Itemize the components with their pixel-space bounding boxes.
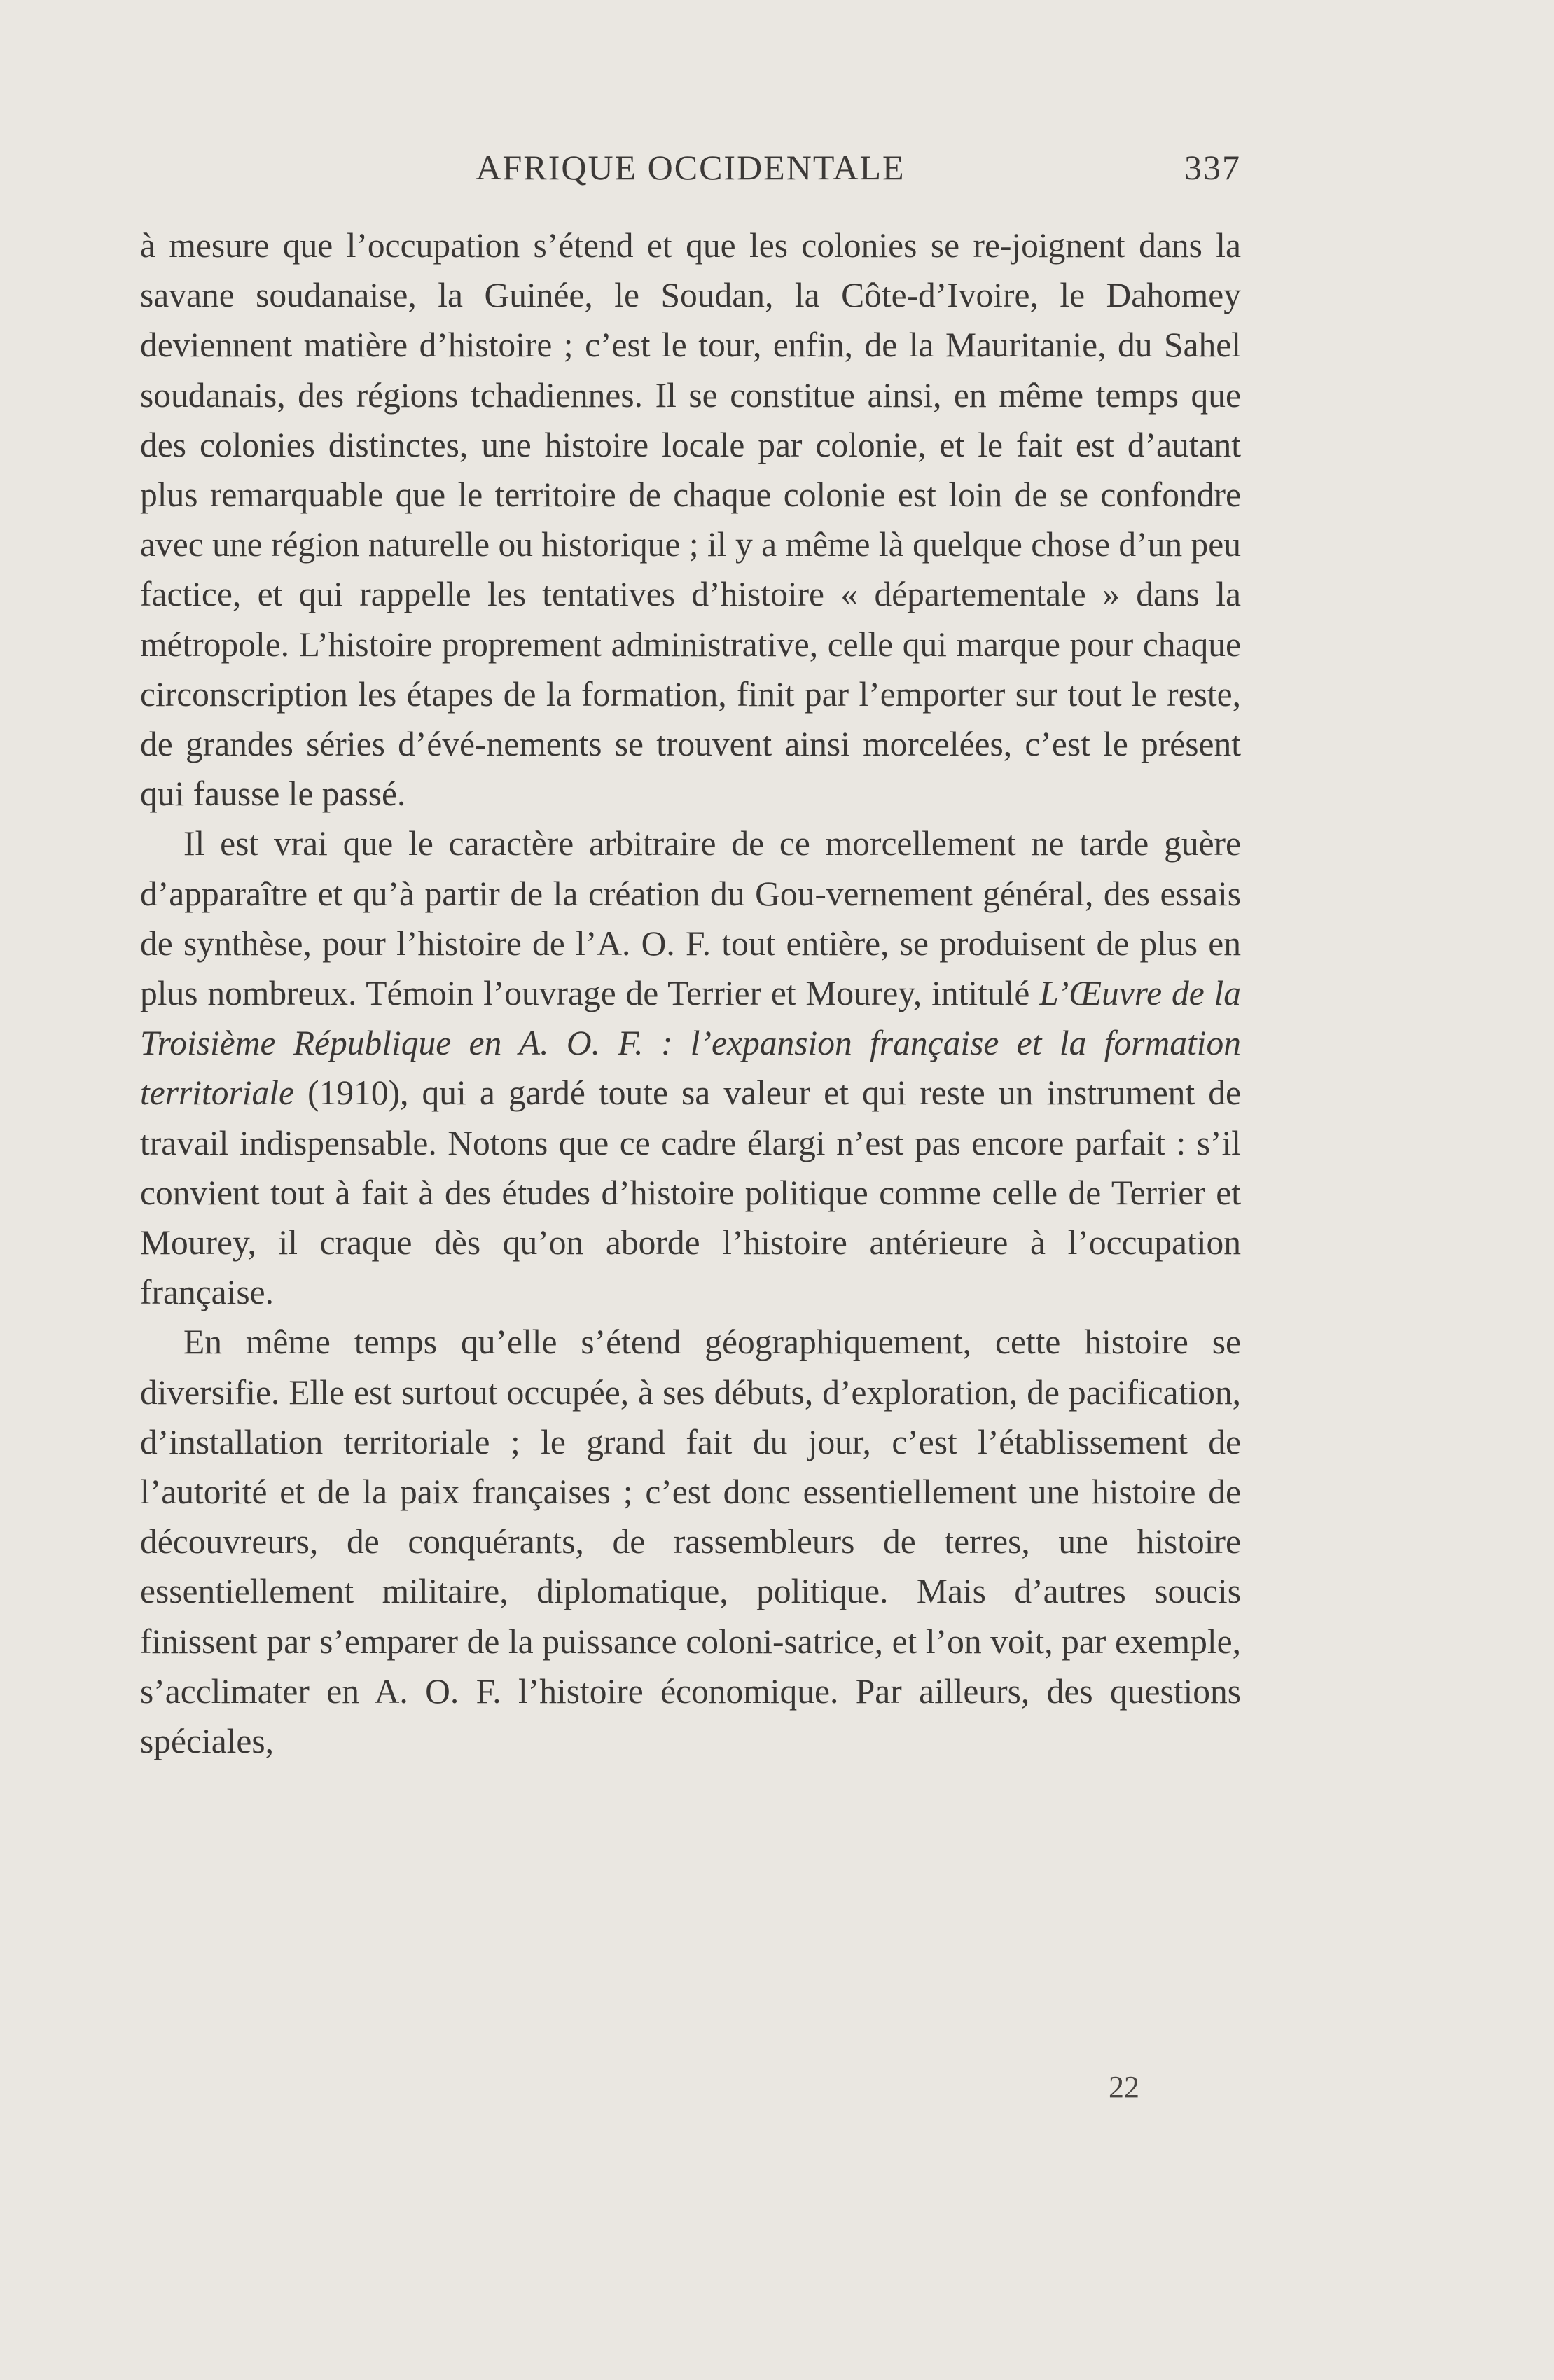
text-run: à mesure que l’occupation s’étend et que les colonies se re-joignent dans la savane soudanaise, la Guinée, le Soudan, la Côte-d’Ivoire, le Dahomey deviennent matière d’histoire ; c’est le tour, enfin, de la Mauritanie, du Sahel soudanais, des régions tchadiennes. Il se constitue ainsi, en même temps que des colonies distinctes, une histoire locale par colonie, et le fait est d’autant plus remarquable que le territoire de chaque colonie est loin de se confondre avec une région naturelle ou historique ; il y a même là quelque chose d’un peu factice, et qui rappelle les tentatives d’histoire « départementale » dans la métropole. L’histoire proprement administrative, celle qui marque pour chaque circonscription les étapes de la formation, finit par l’emporter sur tout le reste, de grandes séries d’évé-nements se trouvent ainsi morcelées, c’est le présent qui fausse le passé.: [140, 226, 1241, 814]
text-run: Il est vrai que le caractère arbitraire de ce morcellement ne tarde guère d’apparaître et qu’à partir de la création du Gou-vernement général, des essais de synthèse, pour l’histoire de l’A. O. F. tout entière, se produisent de plus en plus nombreux. Témoin l’ouvrage de Terrier et Mourey, intitulé: [140, 824, 1241, 1013]
running-title: AFRIQUE OCCIDENTALE: [476, 148, 906, 187]
paragraph: [140, 221, 1241, 819]
page-number: 337: [1184, 148, 1241, 187]
paragraph: [140, 819, 1241, 1317]
running-head: [140, 147, 1241, 203]
italic-title: L’Œuvre de la Troisième République en A. O. F. : l’expansion française et la formation territoriale: [140, 974, 1241, 1113]
signature-mark: 22: [1109, 2070, 1139, 2104]
text-run: En même temps qu’elle s’étend géographiquement, cette histoire se diversifie. Elle est surtout occupée, à ses débuts, d’exploration, de pacification, d’installation territoriale ; le grand fait du jour, c’est l’établissement de l’autorité et de la paix françaises ; c’est donc essentiellement une histoire de découvreurs, de conquérants, de rassembleurs de terres, une histoire essentiellement militaire, diplomatique, politique. Mais d’autres soucis finissent par s’emparer de la puissance coloni-satrice, et l’on voit, par exemple, s’acclimater en A. O. F. l’histoire économique. Par ailleurs, des questions spéciales,: [140, 1323, 1241, 1761]
text-run: (1910), qui a gardé toute sa valeur et qui reste un instrument de travail indispensable. Notons que ce cadre élargi n’est pas encore parfait : s’il convient tout à fait à des études d’histoire politique comme celle de Terrier et Mourey, il craque dès qu’on aborde l’histoire antérieure à l’occupation française.: [140, 1073, 1241, 1312]
body-text: [140, 221, 1241, 1766]
paragraph: [140, 1317, 1241, 1766]
